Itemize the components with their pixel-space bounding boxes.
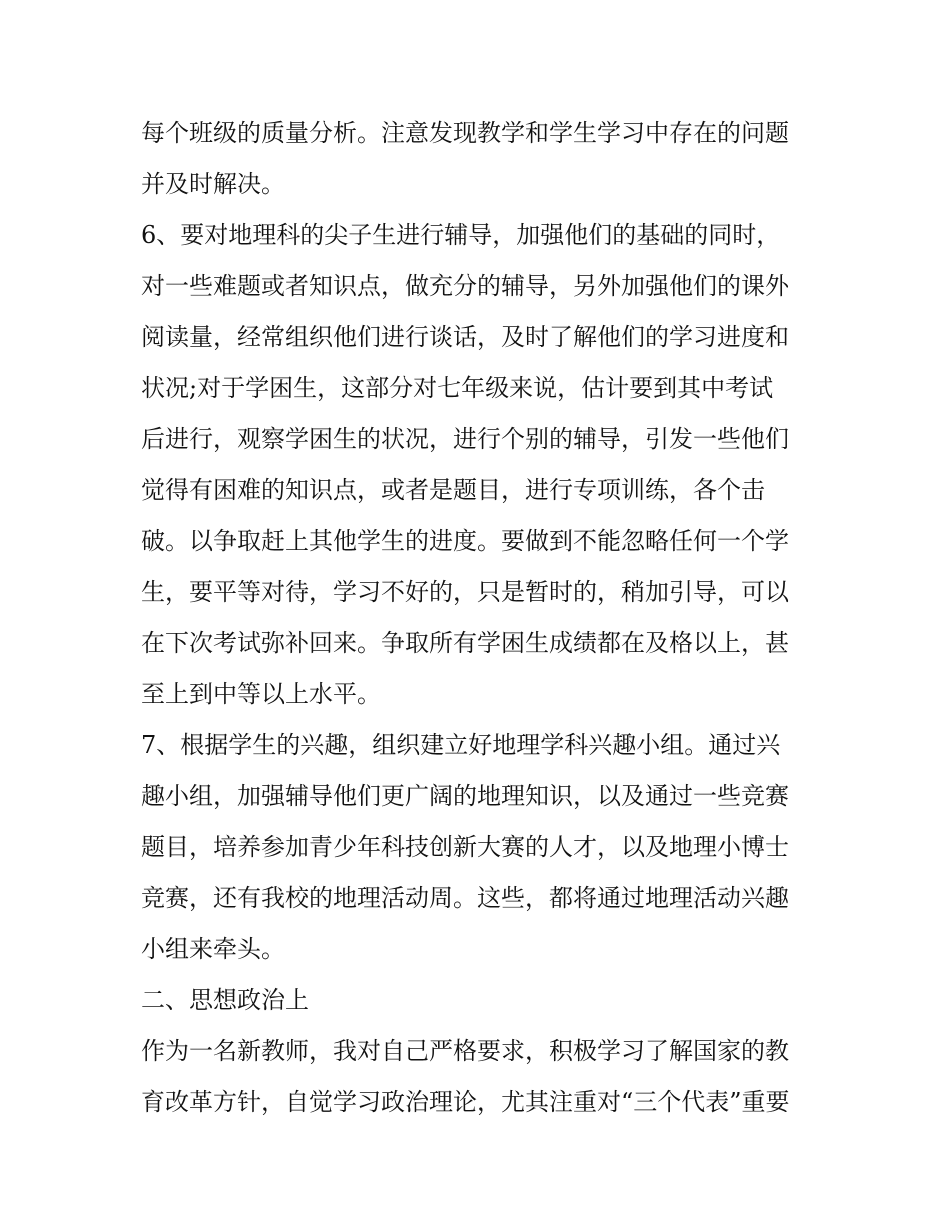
text-line: 趣小组，加强辅导他们更广阔的地理知识，以及通过一些竞赛 xyxy=(141,782,789,810)
text-line: 小组来牵头。 xyxy=(141,935,285,963)
text-line: 生，要平等对待，学习不好的，只是暂时的，稍加引导，可以 xyxy=(141,578,789,606)
text-line: 6、要对地理科的尖子生进行辅导，加强他们的基础的同时， xyxy=(141,221,781,249)
text-line: 作为一名新教师，我对自己严格要求，积极学习了解国家的教 xyxy=(141,1037,789,1065)
text-line: 破。以争取赶上其他学生的进度。要做到不能忽略任何一个学 xyxy=(141,527,789,555)
text-line: 至上到中等以上水平。 xyxy=(141,680,381,708)
text-line: 阅读量，经常组织他们进行谈话，及时了解他们的学习进度和 xyxy=(141,323,789,351)
text-line: 并及时解决。 xyxy=(141,170,285,198)
section-heading: 二、思想政治上 xyxy=(141,986,309,1014)
text-line: 育改革方针，自觉学习政治理论，尤其注重对“三个代表”重要 xyxy=(141,1088,790,1116)
text-line: 题目，培养参加青少年科技创新大赛的人才，以及地理小博士 xyxy=(141,833,789,861)
text-line: 每个班级的质量分析。注意发现教学和学生学习中存在的问题 xyxy=(141,119,789,147)
text-line: 状况;对于学困生，这部分对七年级来说，估计要到其中考试 xyxy=(141,374,774,402)
text-line: 竞赛，还有我校的地理活动周。这些，都将通过地理活动兴趣 xyxy=(141,884,789,912)
document-body xyxy=(141,108,821,1128)
text-line: 觉得有困难的知识点，或者是题目，进行专项训练，各个击 xyxy=(141,476,765,504)
text-line: 7、根据学生的兴趣，组织建立好地理学科兴趣小组。通过兴 xyxy=(141,731,781,759)
text-line: 后进行，观察学困生的状况，进行个别的辅导，引发一些他们 xyxy=(141,425,789,453)
text-line: 在下次考试弥补回来。争取所有学困生成绩都在及格以上，甚 xyxy=(141,629,789,657)
text-line: 对一些难题或者知识点，做充分的辅导，另外加强他们的课外 xyxy=(141,272,789,300)
